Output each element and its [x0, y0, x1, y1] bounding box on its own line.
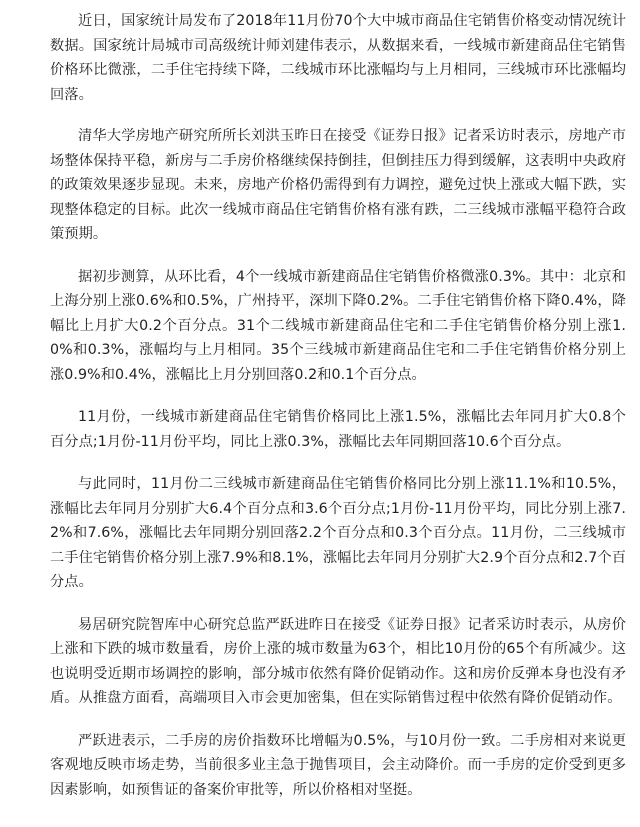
paragraph-2: 清华大学房地产研究所所长刘洪玉昨日在接受《证券日报》记者采访时表示，房地产市场整体保持平稳，新房与二手房价格继续保持倒挂，但倒挂压力得到缓解，这表明中央政府的政策效果逐步显现。未来，房地产价格仍需得到有力调控，避免过快上涨或大幅下跌，实现整体稳定的目标。此次一线城市商品住宅销售价格有涨有跌，二三线城市涨幅平稳符合政策预期。: [50, 128, 626, 242]
paragraph-3: 据初步测算，从环比看，4个一线城市新建商品住宅销售价格微涨0.3%。其中：北京和上海分别上涨0.6%和0.5%，广州持平，深圳下降0.2%。二手住宅销售价格下降0.4%，降幅比上月扩大0.2个百分点。31个二线城市新建商品住宅和二手住宅销售价格分别上涨1.0%和0.3%，涨幅均与上月相同。35个三线城市新建商品住宅和二手住宅销售价格分别上涨0.9%和0.4%，涨幅比上月分别回落0.2和0.1个百分点。: [50, 268, 626, 383]
paragraph-1: 近日，国家统计局发布了2018年11月份70个大中城市商品住宅销售价格变动情况统计数据。国家统计局城市司高级统计师刘建伟表示，从数据来看，一线城市新建商品住宅销售价格环比微涨，二手住宅持续下降，二线城市环比涨幅均与上月相同，三线城市环比涨幅均回落。: [50, 13, 626, 103]
paragraph-5: 与此同时，11月份二三线城市新建商品住宅销售价格同比分别上涨11.1%和10.5%，涨幅比去年同月分别扩大6.4个百分点和3.6个百分点;1月份-11月份平均，同比分别上涨7.2%和7.6%，涨幅比去年同期分别回落2.2个百分点和0.3个百分点。11月份，二三线城市二手住宅销售价格分别上涨7.9%和8.1%，涨幅比去年同月分别扩大2.9个百分点和2.7个百分点。: [50, 476, 626, 590]
paragraph-6: 易居研究院智库中心研究总监严跃进昨日在接受《证券日报》记者采访时表示，从房价上涨和下跌的城市数量看，房价上涨的城市数量为63个，相比10月份的65个有所减少。这也说明受近期市场调控的影响，部分城市依然有降价促销动作。这和房价反弹本身也没有矛盾。从推盘方面看，高端项目入市会更加密集，但在实际销售过程中依然有降价促销动作。: [50, 616, 626, 706]
paragraph-4: 11月份，一线城市新建商品住宅销售价格同比上涨1.5%，涨幅比去年同月扩大0.8个百分点;1月份-11月份平均，同比上涨0.3%，涨幅比去年同期回落10.6个百分点。: [50, 409, 626, 450]
paragraph-7: 严跃进表示，二手房的房价指数环比增幅为0.5%，与10月份一致。二手房相对来说更客观地反映市场走势，当前很多业主急于抛售项目，会主动降价。而一手房的定价受到更多因素影响，如预售证的备案价审批等，所以价格相对坚挺。: [50, 732, 626, 798]
article-body: [50, 0, 626, 802]
